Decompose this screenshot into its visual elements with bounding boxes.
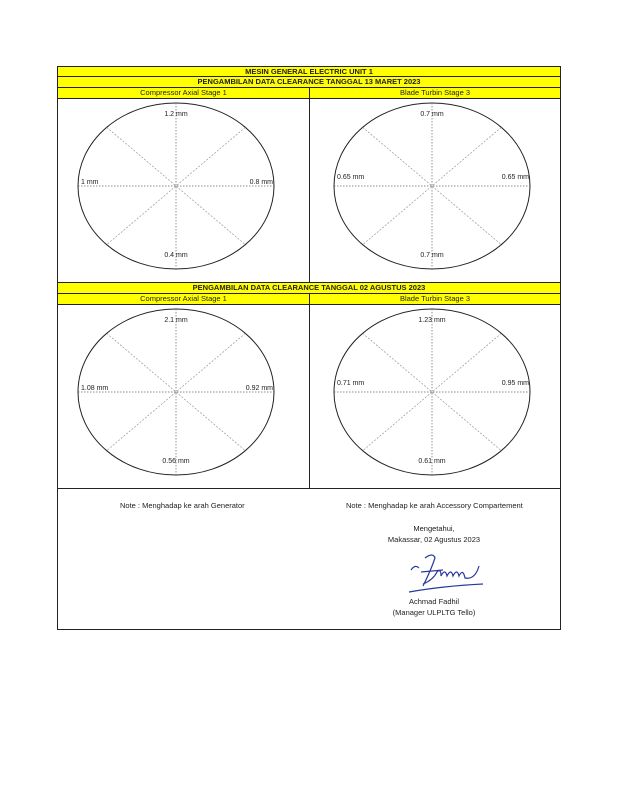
- bottom-clearance: 0.61 mm: [418, 458, 446, 465]
- left-clearance: 0.65 mm: [337, 174, 365, 181]
- left-clearance: 1.08 mm: [81, 385, 109, 392]
- column-divider: [309, 88, 310, 283]
- column-divider: [309, 294, 310, 489]
- clearance-sheet: [57, 66, 561, 630]
- top-clearance: 0.7 mm: [420, 111, 444, 118]
- bottom-clearance: 0.7 mm: [420, 252, 444, 259]
- right-clearance: 0.92 mm: [245, 385, 273, 392]
- signature-image: [403, 550, 498, 600]
- panel-label: Blade Turbin Stage 3: [310, 294, 560, 305]
- panel-label: Blade Turbin Stage 3: [310, 88, 560, 99]
- note-left: Note : Menghadap ke arah Generator: [120, 501, 245, 510]
- top-clearance: 1.2 mm: [164, 111, 188, 118]
- left-clearance: 1 mm: [81, 179, 99, 186]
- top-clearance: 1.23 mm: [418, 317, 446, 324]
- clearance-diagram: [310, 305, 560, 489]
- bottom-clearance: 0.56 mm: [162, 458, 190, 465]
- note-right: Note : Menghadap ke arah Accessory Compartement: [346, 501, 523, 510]
- left-clearance: 0.71 mm: [337, 380, 365, 387]
- panel-label: Compressor Axial Stage 1: [58, 88, 309, 99]
- signer-position: (Manager ULPLTG Tello): [392, 608, 476, 617]
- right-clearance: 0.8 mm: [249, 179, 273, 186]
- section-date-title: PENGAMBILAN DATA CLEARANCE TANGGAL 02 AGUSTUS 2023: [58, 283, 560, 294]
- sheet-title: MESIN GENERAL ELECTRIC UNIT 1: [58, 67, 560, 77]
- acknowledged-label: Mengetahui,: [413, 524, 455, 533]
- place-date: Makassar, 02 Agustus 2023: [387, 535, 481, 544]
- top-clearance: 2.1 mm: [164, 317, 188, 324]
- panel-label: Compressor Axial Stage 1: [58, 294, 309, 305]
- bottom-clearance: 0.4 mm: [164, 252, 188, 259]
- section-date-title: PENGAMBILAN DATA CLEARANCE TANGGAL 13 MARET 2023: [58, 77, 560, 88]
- right-clearance: 0.95 mm: [501, 380, 529, 387]
- right-clearance: 0.65 mm: [501, 174, 529, 181]
- clearance-diagram: [58, 305, 309, 489]
- clearance-diagram: [58, 99, 309, 283]
- row-divider: [58, 488, 560, 489]
- signer-name: Achmad Fadhil: [408, 597, 460, 606]
- clearance-diagram: [310, 99, 560, 283]
